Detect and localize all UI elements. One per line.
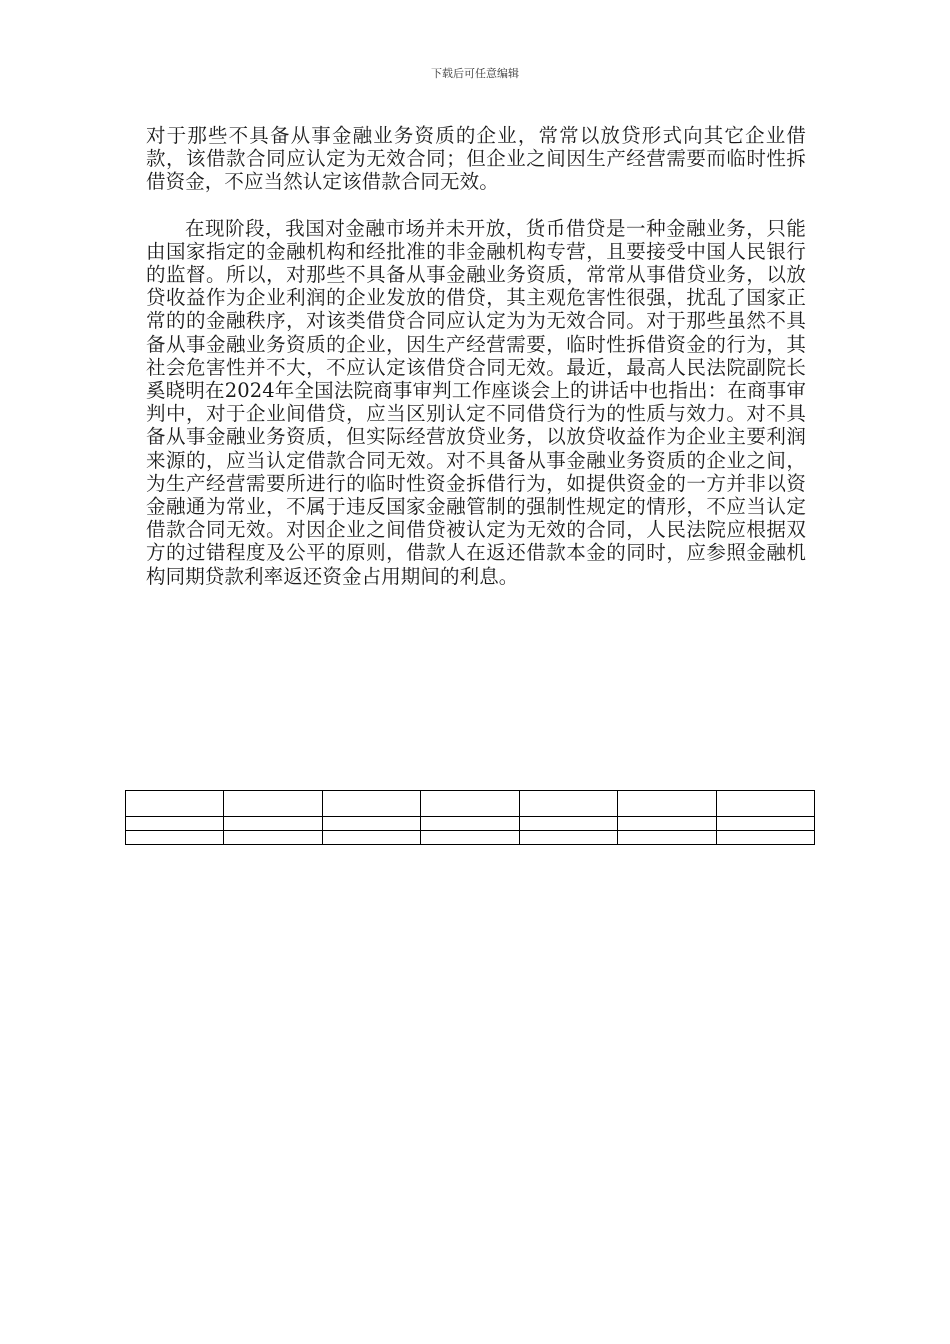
table-cell [519,831,617,845]
table-row [126,791,815,817]
table-cell [322,791,420,817]
paragraph-2: 在现阶段，我国对金融市场并未开放，货币借贷是一种金融业务，只能由国家指定的金融机构和经批准的非金融机构专营，且要接受中国人民银行的监督。所以，对那些不具备从事金融业务资质，常常从事借贷业务，以放贷收益作为企业利润的企业发放的借贷，其主观危害性很强，扰乱了国家正常的的金融秩序，对该类借贷合同应认定为为无效合同。对于那些虽然不具备从事金融业务资质的企业，因生产经营需要，临时性拆借资金的行为，其社会危害性并不大，不应认定该借贷合同无效。最近，最高人民法院副院长奚晓明在2024年全国法院商事审判工作座谈会上的讲话中也指出：在商事审判中，对于企业间借贷，应当区别认定不同借贷行为的性质与效力。对不具备从事金融业务资质，但实际经营放贷业务，以放贷收益作为企业主要利润来源的，应当认定借款合同无效。对不具备从事金融业务资质的企业之间，为生产经营需要所进行的临时性资金拆借行为，如提供资金的一方并非以资金融通为常业，不属于违反国家金融管制的强制性规定的情形，不应当认定借款合同无效。对因企业之间借贷被认定为无效的合同，人民法院应根据双方的过错程度及公平的原则，借款人在返还借款本金的同时，应参照金融机构同期贷款利率返还资金占用期间的利息。 [146,216,806,588]
document-body [146,124,806,588]
table-cell [716,791,814,817]
table-cell [126,817,224,831]
table-cell [519,817,617,831]
table-cell [716,831,814,845]
table-row [126,831,815,845]
table-cell [618,831,716,845]
table-cell [224,817,322,831]
table-cell [322,831,420,845]
table-row [126,817,815,831]
table-cell [421,817,519,831]
table-cell [618,791,716,817]
table-cell [421,831,519,845]
table-cell [224,791,322,817]
table-cell [618,817,716,831]
page-header-note: 下载后可任意编辑 [431,67,519,80]
table-cell [421,791,519,817]
table-cell [519,791,617,817]
table-cell [224,831,322,845]
paragraph-1: 对于那些不具备从事金融业务资质的企业，常常以放贷形式向其它企业借款，该借款合同应认定为无效合同；但企业之间因生产经营需要而临时性拆借资金，不应当然认定该借款合同无效。 [146,124,806,194]
table-cell [126,791,224,817]
empty-table [125,790,815,845]
table-cell [322,817,420,831]
table-cell [716,817,814,831]
table-cell [126,831,224,845]
